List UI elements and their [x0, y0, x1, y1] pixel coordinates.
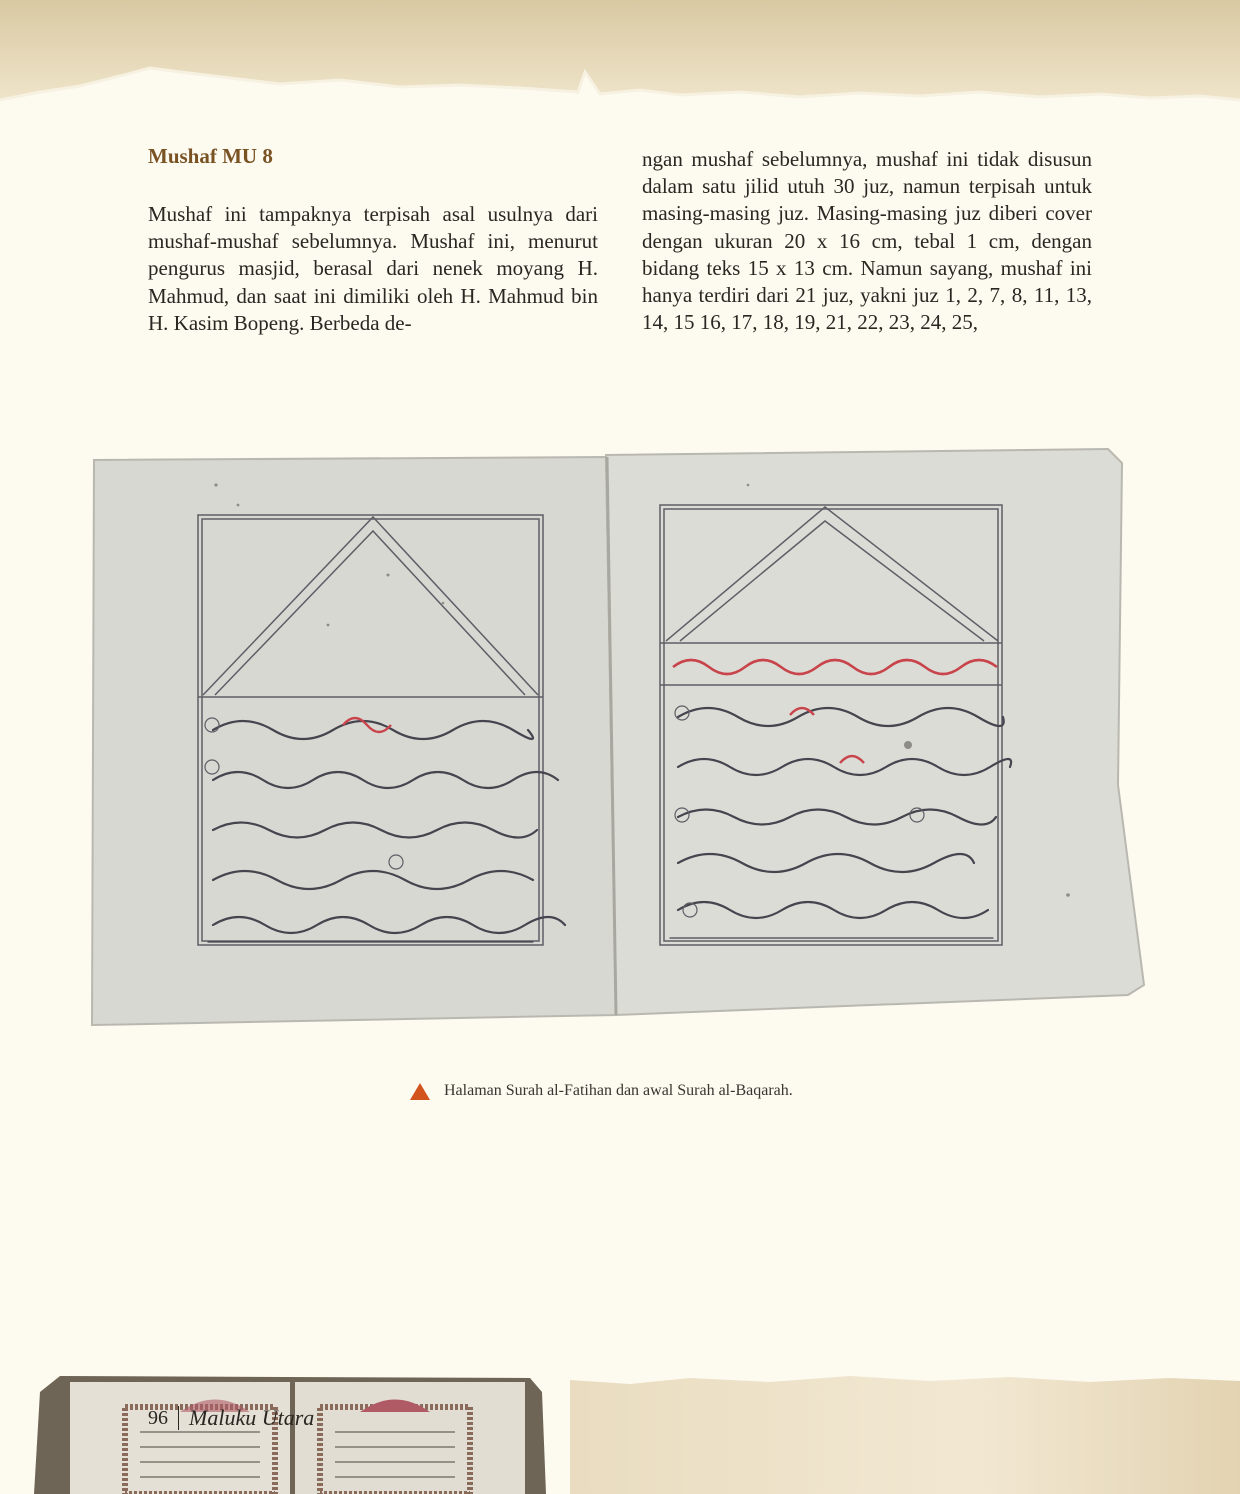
footer-divider	[178, 1406, 179, 1430]
body-paragraph-left: Mushaf ini tampaknya terpisah asal usulnya dari mushaf-mushaf sebelumnya. Mushaf ini, menurut pengurus masjid, berasal dari nenek moyang H. Mahmud, dan saat ini dimiliki oleh H. Mahmud bin H. Kasim Bopeng. Berbeda de-	[148, 202, 598, 335]
manuscript-left-page	[92, 457, 616, 1025]
body-column-left	[148, 201, 598, 337]
manuscript-right-page	[606, 449, 1144, 1015]
body-column-right	[642, 146, 1092, 336]
series-title: Maluku Utara	[189, 1405, 315, 1430]
triangle-marker-icon	[410, 1083, 430, 1100]
page-number: 96	[148, 1406, 168, 1429]
body-paragraph-right: ngan mushaf sebelumnya, mushaf ini tidak disusun dalam satu jilid utuh 30 juz, namun terpisah untuk masing-masing juz. Masing-masing juz diberi cover dengan ukuran 20 x 16 cm, tebal 1 cm, dengan bidang teks 15 x 13 cm. Namun sayang, mushaf ini hanya terdiri dari 21 juz, yakni juz 1, 2, 7, 8, 11, 13, 14, 15 16, 17, 18, 19, 21, 22, 23, 24, 25,	[642, 147, 1092, 335]
page-footer	[148, 1405, 314, 1431]
footer-manuscript-photo	[30, 1372, 550, 1494]
section-heading: Mushaf MU 8	[148, 144, 273, 168]
torn-paper-footer	[570, 1372, 1240, 1494]
figure-caption	[410, 1082, 793, 1100]
manuscript-photo	[88, 445, 1148, 1030]
torn-paper-header	[0, 0, 1240, 110]
caption-text: Halaman Surah al-Fatihan dan awal Surah al-Baqarah.	[444, 1082, 793, 1099]
